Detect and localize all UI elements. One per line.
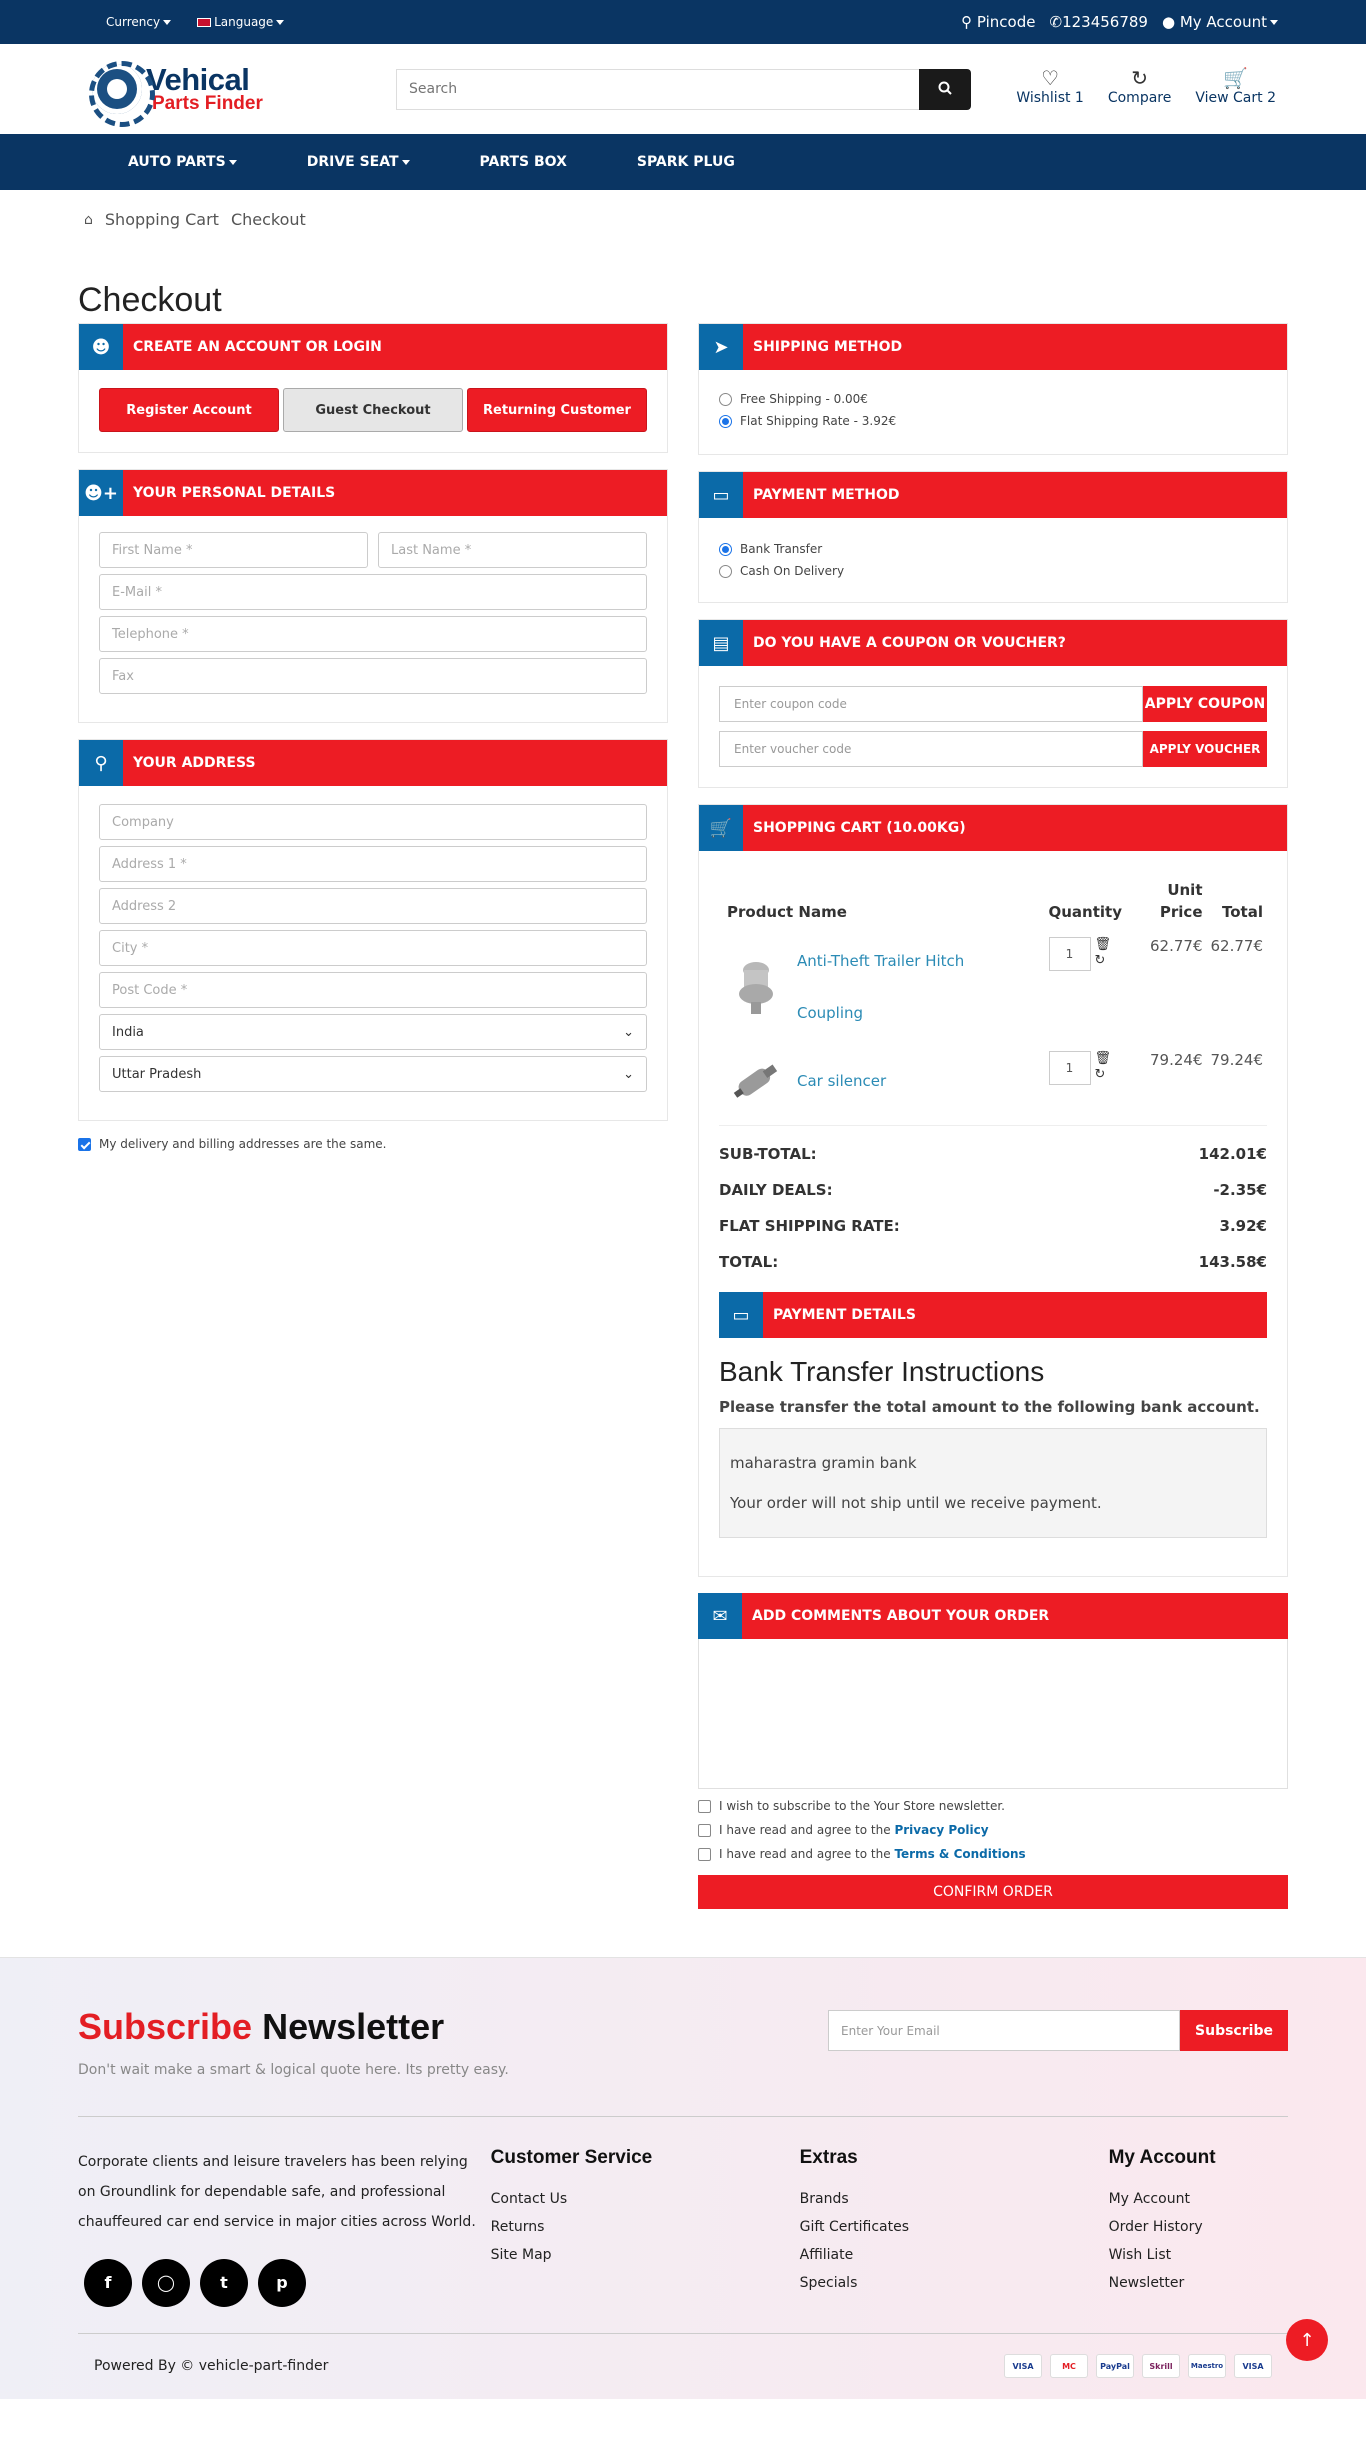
visa-icon: VISA [1004, 2354, 1042, 2378]
search-bar [396, 69, 971, 110]
caret-down-icon [276, 20, 284, 25]
footer-extras: Extras Brands Gift Certificates Affiliate Specials [800, 2147, 1109, 2307]
gift-icon: ▤ [699, 620, 743, 666]
page-title: Checkout [78, 281, 222, 319]
unit-price: 79.24€ [1150, 1051, 1203, 1069]
heart-icon: ♡ [1041, 66, 1060, 90]
cart-icon: 🛒 [699, 805, 743, 851]
card-title: SHOPPING CART (10.00KG) [753, 820, 966, 836]
company-field[interactable]: Company [99, 804, 647, 840]
cart-totals: SUB-TOTAL: 142.01€ DAILY DEALS: -2.35€ FLAT SHIPPING RATE: 3.92€ TOTAL: 143.58€ [719, 1125, 1267, 1280]
personal-details-card [78, 469, 668, 723]
line-total: 79.24€ [1210, 1051, 1263, 1069]
card-title: SHIPPING METHOD [753, 339, 903, 355]
map-pin-icon: ⚲ [79, 740, 123, 786]
nav-drive-seat[interactable]: DRIVE SEAT [307, 154, 410, 170]
product-image[interactable] [727, 958, 785, 1018]
comments-textarea[interactable] [698, 1639, 1288, 1789]
radio-button[interactable] [719, 415, 732, 428]
shipping-method-card [698, 323, 1288, 455]
footer-customer-service: Customer Service Contact Us Returns Site Map [491, 2147, 800, 2307]
address1-field[interactable]: Address 1 * [99, 846, 647, 882]
paypal-icon: PayPal [1096, 2354, 1134, 2378]
table-row [719, 931, 1267, 1045]
region-select[interactable]: Uttar Pradesh ⌄ [99, 1056, 647, 1092]
apply-coupon-button[interactable]: APPLY COUPON [1143, 686, 1267, 722]
shopping-cart-card [698, 804, 1288, 1577]
account-card [78, 323, 668, 453]
payment-cod-radio[interactable]: Cash On Delivery [719, 564, 1267, 578]
radio-button[interactable] [719, 543, 732, 556]
main-nav [0, 134, 1366, 190]
last-name-field[interactable]: Last Name * [378, 532, 647, 568]
address-card [78, 739, 668, 1121]
pin-icon: ⚲ [961, 13, 973, 31]
compare-link[interactable]: ↻ Compare [1107, 66, 1172, 106]
user-plus-icon: ☻+ [79, 470, 123, 516]
card-title: DO YOU HAVE A COUPON OR VOUCHER? [753, 635, 1066, 651]
unit-price: 62.77€ [1150, 937, 1203, 955]
breadcrumb-checkout[interactable]: Checkout [230, 210, 306, 229]
credit-card-icon: ▭ [719, 1292, 763, 1338]
caret-down-icon [402, 160, 410, 165]
terms-checkbox[interactable]: I have read and agree to the Terms & Conditions [698, 1847, 1288, 1861]
search-button[interactable] [919, 69, 971, 110]
product-link[interactable]: Anti-Theft Trailer Hitch Coupling [797, 952, 965, 1022]
first-name-field[interactable]: First Name * [99, 532, 368, 568]
footer-about: Corporate clients and leisure travelers has been relying on Groundlink for dependable safe, and professional chauffeured car end service in major cities across World. [78, 2154, 476, 2230]
view-cart-link[interactable]: 🛒 View Cart 2 [1195, 66, 1276, 106]
footer-link[interactable]: Gift Certificates [799, 2219, 909, 2235]
twitter-icon[interactable]: t [200, 2259, 248, 2307]
radio-button[interactable] [719, 393, 732, 406]
mastercard-icon: MC [1050, 2354, 1088, 2378]
privacy-checkbox[interactable]: I have read and agree to the Privacy Policy [698, 1823, 1288, 1837]
footer-link[interactable]: Specials [799, 2275, 858, 2291]
comment-icon: ✉ [698, 1593, 742, 1639]
comments-card: ✉ ADD COMMENTS ABOUT YOUR ORDER [698, 1593, 1288, 1789]
postcode-field[interactable]: Post Code * [99, 972, 647, 1008]
fax-field[interactable]: Fax [99, 658, 647, 694]
coupon-card [698, 619, 1288, 788]
skrill-icon: Skrill [1142, 2354, 1180, 2378]
checkbox[interactable] [698, 1824, 711, 1837]
coupon-input[interactable]: Enter coupon code [719, 686, 1143, 722]
breadcrumb [0, 190, 1366, 229]
product-link[interactable]: Car silencer [797, 1072, 887, 1090]
credit-card-icon: ▭ [699, 472, 743, 518]
payment-icons [1004, 2354, 1272, 2378]
subscribe-button[interactable]: Subscribe [1180, 2010, 1288, 2051]
card-title: PAYMENT METHOD [753, 487, 900, 503]
telephone-field[interactable]: Telephone * [99, 616, 647, 652]
payment-bank-radio[interactable]: Bank Transfer [719, 542, 1267, 556]
top-bar [0, 0, 1366, 44]
shipping-flat-radio[interactable]: Flat Shipping Rate - 3.92€ [719, 414, 1267, 428]
line-total: 62.77€ [1210, 937, 1263, 955]
caret-down-icon [1270, 20, 1278, 25]
refresh-icon: ↻ [1131, 66, 1148, 90]
footer-link[interactable]: Contact Us [490, 2191, 568, 2207]
header [0, 44, 1366, 134]
terms-link[interactable]: Terms & Conditions [894, 1847, 1026, 1861]
same-address-checkbox[interactable]: My delivery and billing addresses are the same. [78, 1137, 668, 1151]
cart-table [719, 875, 1267, 1117]
voucher-input[interactable]: Enter voucher code [719, 731, 1143, 767]
site-logo[interactable] [92, 64, 396, 114]
caret-down-icon [163, 20, 171, 25]
search-input[interactable] [396, 69, 919, 110]
footer-link[interactable]: Returns [490, 2219, 545, 2235]
nav-parts-box[interactable]: PARTS BOX [479, 154, 567, 170]
newsletter-heading: Subscribe Newsletter [78, 2006, 445, 2047]
footer-link[interactable]: My Account [1108, 2191, 1190, 2207]
footer: Subscribe Newsletter Don't wait make a smart & logical quote here. Its pretty easy. Enter Your Email Subscribe Corporate clients and leisure travelers has been relying on Groundlink for dependable safe, and professional chauffeured car end service in major cities across World. f ◯ t p Customer Service Contact Us Returns Site Map Extras Brands Gift Certificates Affiliate Specials My Account My Account Order History Wish List Newsletter Powered By © vehicle-part-finder VISA MC PayPal Skrill Maestro VISA ↑ [0, 1957, 1366, 2399]
footer-link[interactable]: Order History [1108, 2219, 1203, 2235]
wishlist-link[interactable]: ♡ Wishlist 1 [1016, 66, 1084, 106]
footer-link[interactable]: Wish List [1108, 2247, 1172, 2263]
location-arrow-icon: ➤ [699, 324, 743, 370]
chevron-down-icon: ⌄ [623, 1066, 634, 1082]
payment-method-card [698, 471, 1288, 603]
newsletter-email-input[interactable]: Enter Your Email [828, 2010, 1180, 2051]
left-column [78, 323, 668, 1909]
shipping-free-radio[interactable]: Free Shipping - 0.00€ [719, 392, 1267, 406]
phone-link[interactable]: ✆123456789 [1049, 13, 1148, 31]
pinterest-icon[interactable]: p [258, 2259, 306, 2307]
col-quantity: Quantity [1048, 903, 1122, 921]
caret-down-icon [229, 160, 237, 165]
bank-instructions: Bank Transfer Instructions Please transfer the total amount to the following bank account. maharastra gramin bank Your order will not ship until we receive payment. [719, 1356, 1267, 1538]
footer-link[interactable]: Site Map [490, 2247, 552, 2263]
footer-link[interactable]: Brands [799, 2191, 849, 2207]
language-dropdown[interactable]: Language [197, 15, 284, 29]
address2-field[interactable]: Address 2 [99, 888, 647, 924]
footer-my-account: My Account My Account Order History Wish List Newsletter [1109, 2147, 1288, 2307]
pincode-link[interactable]: ⚲ Pincode [961, 13, 1036, 31]
guest-checkout-button[interactable]: Guest Checkout [283, 388, 463, 432]
footer-link[interactable]: Newsletter [1108, 2275, 1185, 2291]
right-column [698, 323, 1288, 1909]
nav-spark-plug[interactable]: SPARK PLUG [636, 154, 735, 170]
phone-icon: ✆ [1049, 13, 1063, 31]
facebook-icon[interactable]: f [84, 2259, 132, 2307]
email-field[interactable]: E-Mail * [99, 574, 647, 610]
col-total: Total [1222, 903, 1263, 921]
register-account-button[interactable]: Register Account [99, 388, 279, 432]
currency-dropdown[interactable]: Currency [106, 15, 171, 29]
privacy-policy-link[interactable]: Privacy Policy [894, 1823, 989, 1837]
chevron-down-icon: ⌄ [623, 1024, 634, 1040]
quantity-input[interactable]: 1 [1049, 1051, 1091, 1085]
footer-link[interactable]: Affiliate [799, 2247, 854, 2263]
payment-details-header: ▭ PAYMENT DETAILS [719, 1292, 1267, 1338]
logo-subtitle: Parts Finder [152, 93, 263, 114]
flag-icon [197, 18, 211, 27]
user-icon: ☻ [79, 324, 123, 370]
refresh-icon[interactable]: ↻ [1094, 1067, 1106, 1082]
confirm-order-button[interactable]: CONFIRM ORDER [698, 1875, 1288, 1909]
radio-button[interactable] [719, 565, 732, 578]
home-icon[interactable]: ⌂ [84, 211, 93, 228]
visa-electron-icon: VISA [1234, 2354, 1272, 2378]
card-title: YOUR ADDRESS [133, 755, 256, 771]
trash-icon[interactable]: 🗑 [1094, 1051, 1112, 1066]
apply-voucher-button[interactable]: APPLY VOUCHER [1143, 731, 1267, 767]
cart-icon: 🛒 [1223, 66, 1249, 90]
breadcrumb-shopping-cart[interactable]: Shopping Cart [104, 210, 219, 229]
city-field[interactable]: City * [99, 930, 647, 966]
table-row [719, 1045, 1267, 1117]
nav-auto-parts[interactable]: AUTO PARTS [128, 154, 237, 170]
product-image[interactable] [727, 1051, 785, 1111]
search-icon [938, 81, 952, 95]
col-unit-price: Unit Price [1159, 881, 1203, 921]
maestro-icon: Maestro [1188, 2354, 1226, 2378]
card-title: CREATE AN ACCOUNT OR LOGIN [133, 339, 382, 355]
trash-icon[interactable]: 🗑 [1094, 937, 1112, 952]
quantity-input[interactable]: 1 [1049, 937, 1091, 971]
col-product: Product Name [727, 903, 847, 921]
gear-logo-icon [92, 64, 142, 114]
checkbox[interactable] [698, 1848, 711, 1861]
checkbox[interactable] [698, 1800, 711, 1813]
country-select[interactable]: India ⌄ [99, 1014, 647, 1050]
card-title: YOUR PERSONAL DETAILS [133, 485, 336, 501]
my-account-dropdown[interactable]: ● My Account [1162, 13, 1278, 31]
logo-title: Vehical [146, 62, 250, 97]
powered-by: Powered By © vehicle-part-finder [94, 2358, 329, 2374]
returning-customer-button[interactable]: Returning Customer [467, 388, 647, 432]
instagram-icon[interactable]: ◯ [142, 2259, 190, 2307]
newsletter-checkbox[interactable]: I wish to subscribe to the Your Store newsletter. [698, 1799, 1288, 1813]
refresh-icon[interactable]: ↻ [1094, 953, 1106, 968]
user-icon: ● [1161, 13, 1176, 31]
checkbox-checked[interactable] [78, 1138, 91, 1151]
scroll-to-top-button[interactable]: ↑ [1286, 2319, 1328, 2361]
